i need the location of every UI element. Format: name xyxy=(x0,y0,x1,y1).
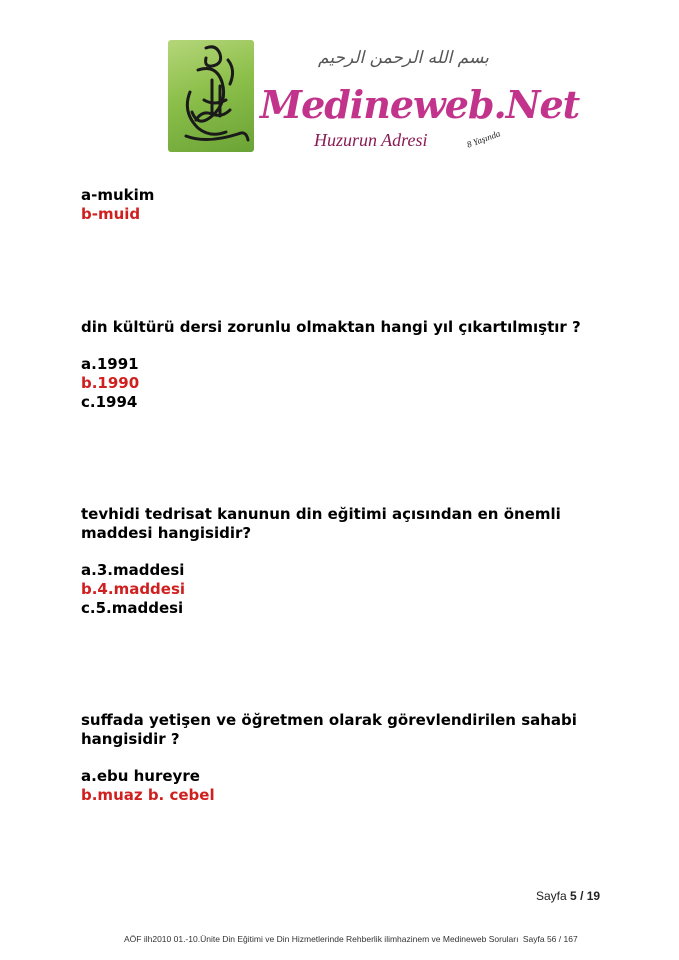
correct-answer: b.4.maddesi xyxy=(81,580,186,598)
basmala: بسم الله الرحمن الرحيم xyxy=(318,48,489,68)
option-c: c.5.maddesi xyxy=(81,599,184,617)
question-text: suffada yetişen ve öğretmen olarak görevlendirilen sahabi xyxy=(81,711,577,729)
question-text-cont: hangisidir ? xyxy=(81,730,180,748)
brand-tagline: Huzurun Adresi xyxy=(314,130,428,150)
footer-page: Sayfa 56 / 167 xyxy=(522,934,578,944)
option-a: a-mukim xyxy=(81,186,155,204)
footer xyxy=(124,934,578,944)
brand-name: Medineweb.Net xyxy=(260,82,580,127)
question-text: din kültürü dersi zorunlu olmaktan hangi yıl çıkartılmıştır ? xyxy=(81,318,581,336)
footer-text: AÖF ilh2010 01.-10.Ünite Din Eğitimi ve Din Hizmetlerinde Rehberlik ilimhazinem ve Medineweb Soruları xyxy=(124,934,519,944)
medineweb-logo xyxy=(168,38,580,156)
correct-answer: b.muaz b. cebel xyxy=(81,786,215,804)
question-text: tevhidi tedrisat kanunun din eğitimi açısından en önemli xyxy=(81,505,561,523)
page-label: Sayfa xyxy=(536,889,567,903)
page-total: 19 xyxy=(586,889,601,903)
correct-answer: b-muid xyxy=(81,205,141,223)
option-c: c.1994 xyxy=(81,393,138,411)
option-a: a.1991 xyxy=(81,355,139,373)
question-text-cont: maddesi hangisidir? xyxy=(81,524,252,542)
anniversary-badge: 8 Yaşında xyxy=(465,128,502,150)
correct-answer: b.1990 xyxy=(81,374,140,392)
page-separator: / xyxy=(580,889,584,903)
option-a: a.ebu hureyre xyxy=(81,767,200,785)
page-current: 5 xyxy=(570,889,577,903)
page-number xyxy=(536,889,600,903)
calligraphy-image xyxy=(168,40,254,152)
option-a: a.3.maddesi xyxy=(81,561,185,579)
